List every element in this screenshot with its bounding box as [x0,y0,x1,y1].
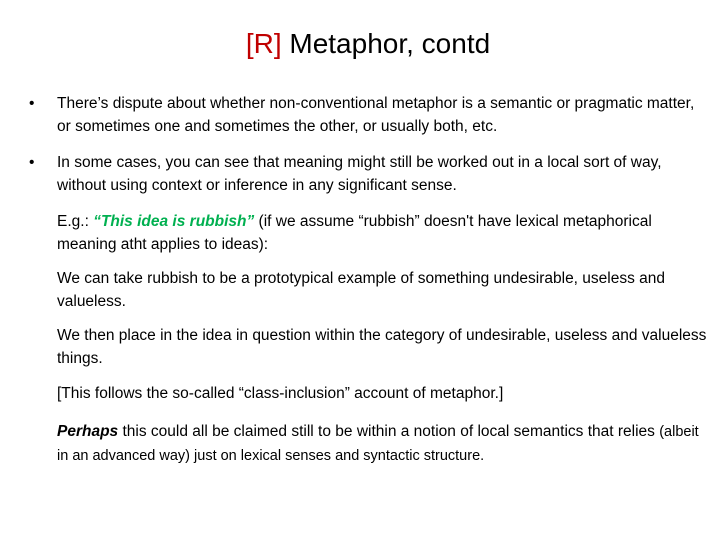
note-paragraph: [This follows the so-called “class-inclusion” account of metaphor.] [57,385,504,402]
closing-tail: (albeit in an advanced way) just on lexical senses and syntactic structure. [57,424,699,464]
bullet-item [29,92,709,138]
step1-paragraph: We can take rubbish to be a prototypical example of something undesirable, useless and valueless. [57,270,666,310]
bullet-marker: • [29,95,35,112]
example-paragraph [57,210,712,256]
title-text: Metaphor, contd [289,28,491,59]
bullet-text: There’s dispute about whether non-conventional metaphor is a semantic or pragmatic matter, or sometimes one and sometimes the other, or usually both, etc. [57,95,695,135]
title-tag: [R] [245,28,282,59]
closing-paragraph [57,420,712,468]
example-quote: “This idea is rubbish” [93,213,255,230]
closing-rest: this could all be claimed still to be within a notion of local semantics that relies [118,423,660,440]
bullet-text: In some cases, you can see that meaning might still be worked out in a local sort of way, without using context or inference in any significant sense. [57,154,662,194]
example-prefix: E.g.: [57,213,94,230]
slide-title [0,26,720,62]
bullet-marker: • [29,154,35,171]
closing-emph: Perhaps [57,423,119,440]
bullet-item [29,151,709,197]
example-rest: (if we assume “rubbish” doesn't have lexical metaphorical meaning atht applies to ideas): [57,213,652,253]
step2-paragraph: We then place in the idea in question within the category of undesirable, useless and valueless things. [57,327,707,367]
